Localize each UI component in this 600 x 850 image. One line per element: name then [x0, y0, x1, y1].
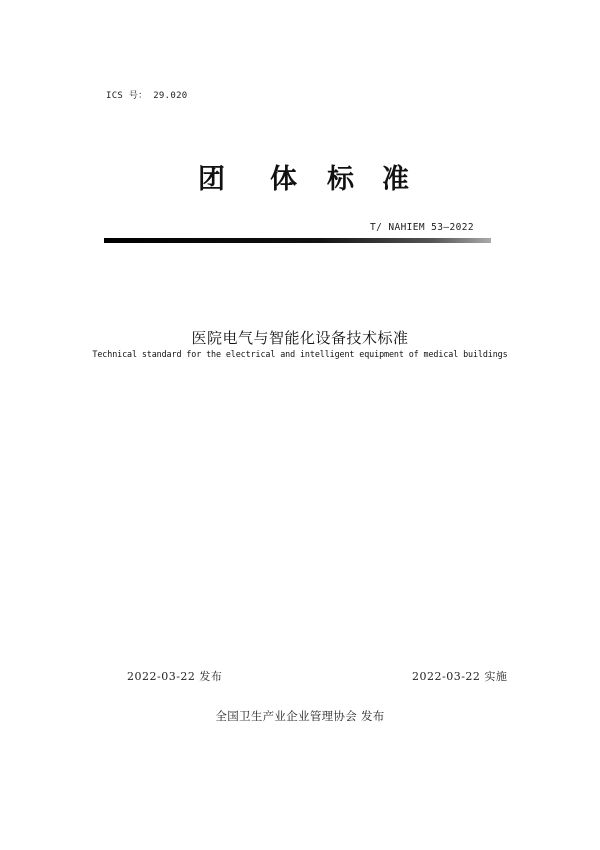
publisher-line: 全国卫生产业企业管理协会 发布 — [215, 709, 385, 723]
header-rule — [104, 238, 491, 243]
group-standard-title — [190, 163, 420, 203]
document-title-chinese: 医院电气与智能化设备技术标准 — [191, 329, 409, 347]
issue-date: 2022-03-22 发布 — [127, 670, 223, 683]
title-char-1: 团 — [198, 164, 225, 195]
title-char-4: 准 — [382, 164, 409, 195]
document-title-english: Technical standard for the electrical and intelligent equipment of medical buildings — [92, 349, 508, 359]
title-char-3: 标 — [327, 164, 354, 195]
title-char-2: 体 — [270, 164, 297, 195]
standard-code: T/ NAHIEM 53—2022 — [369, 222, 474, 233]
implementation-date: 2022-03-22 实施 — [412, 670, 508, 683]
ics-number: ICS 号： 29.020 — [106, 91, 188, 101]
